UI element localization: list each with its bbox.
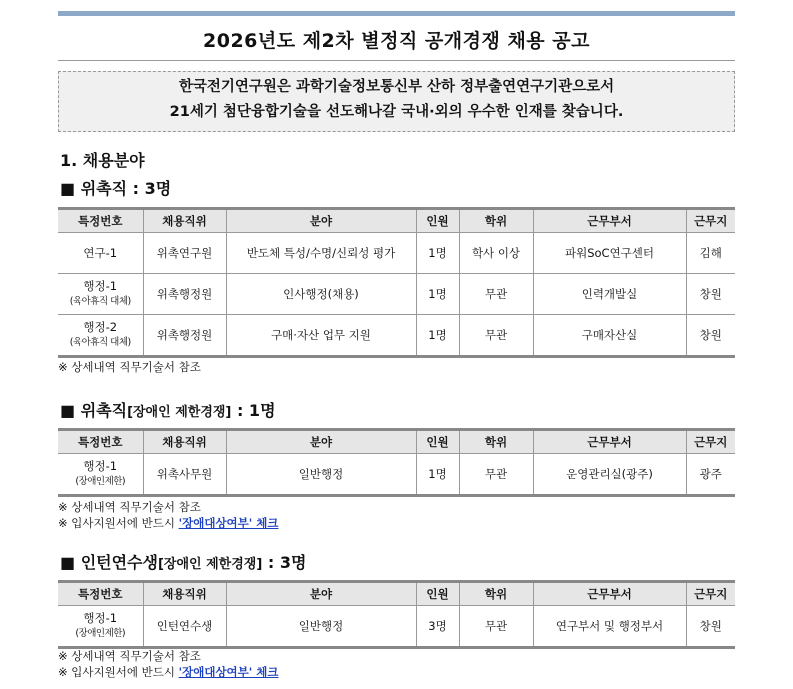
column-header: 특정번호	[58, 430, 143, 454]
intro-box	[58, 71, 735, 132]
cell-code	[58, 454, 143, 496]
cell-dept: 구매자산실	[533, 315, 686, 357]
code-text: 행정-1	[83, 459, 118, 473]
column-header: 근무지	[686, 430, 735, 454]
note	[58, 664, 279, 680]
code-note: (장애인제한)	[75, 628, 126, 639]
column-header: 인원	[416, 209, 459, 233]
group-heading-count: : 3명	[262, 553, 307, 572]
column-header: 채용직위	[143, 430, 226, 454]
table-row	[58, 454, 735, 496]
disability-check-link[interactable]: '장애대상여부' 체크	[178, 516, 279, 530]
intro-line: 21세기 첨단융합기술을 선도해나갈 국내·외의 우수한 인재를 찾습니다.	[169, 104, 624, 120]
cell-code	[58, 274, 143, 315]
table-row	[58, 606, 735, 648]
cell-count: 1명	[416, 315, 459, 357]
table-header	[58, 582, 735, 606]
column-header: 인원	[416, 582, 459, 606]
top-accent-bar	[58, 11, 735, 16]
cell-position: 인턴연수생	[143, 606, 226, 648]
section-heading: 1. 채용분야	[60, 151, 145, 170]
cell-position: 위촉행정원	[143, 315, 226, 357]
cell-degree: 무관	[459, 274, 533, 315]
disability-check-link[interactable]: '장애대상여부' 체크	[178, 665, 279, 679]
cell-count: 1명	[416, 274, 459, 315]
column-header: 분야	[226, 430, 416, 454]
note-text: ※ 상세내역 직무기술서 참조	[58, 649, 201, 663]
cell-code	[58, 606, 143, 648]
cell-dept: 인력개발실	[533, 274, 686, 315]
code-note: (장애인제한)	[75, 476, 126, 487]
page-title: 2026년도 제2차 별정직 공개경쟁 채용 공고	[203, 30, 590, 52]
code-note: (육아휴직 대체)	[69, 296, 131, 307]
group-heading-main: ■ 위촉직	[60, 401, 128, 420]
cell-count: 1명	[416, 233, 459, 274]
cell-location: 광주	[686, 454, 735, 496]
cell-field: 일반행정	[226, 454, 416, 496]
column-header: 특정번호	[58, 582, 143, 606]
group-heading-main: ■ 인턴연수생	[60, 553, 158, 572]
table-row	[58, 274, 735, 315]
group-heading: ■ 위촉직 : 3명	[60, 179, 172, 198]
code-note: (육아휴직 대체)	[69, 337, 131, 348]
cell-field: 일반행정	[226, 606, 416, 648]
group-heading	[60, 550, 306, 573]
column-header: 채용직위	[143, 582, 226, 606]
column-header: 인원	[416, 430, 459, 454]
cell-field: 인사행정(채용)	[226, 274, 416, 315]
cell-position: 위촉연구원	[143, 233, 226, 274]
column-header: 채용직위	[143, 209, 226, 233]
column-header: 분야	[226, 209, 416, 233]
group-heading-count: : 1명	[231, 401, 276, 420]
cell-field: 구매·자산 업무 지원	[226, 315, 416, 357]
column-header: 근무부서	[533, 582, 686, 606]
table-header	[58, 209, 735, 233]
note-text: ※ 상세내역 직무기술서 참조	[58, 360, 201, 374]
column-header: 근무지	[686, 582, 735, 606]
cell-count: 3명	[416, 606, 459, 648]
table-row	[58, 233, 735, 274]
group-heading	[60, 398, 276, 421]
note	[58, 359, 201, 375]
note-text: ※ 입사지원서에 반드시	[58, 665, 179, 679]
cell-field: 반도체 특성/수명/신뢰성 평가	[226, 233, 416, 274]
column-header: 학위	[459, 582, 533, 606]
table-header	[58, 430, 735, 454]
cell-position: 위촉행정원	[143, 274, 226, 315]
column-header: 학위	[459, 430, 533, 454]
code-text: 행정-1	[83, 611, 118, 625]
column-header: 근무부서	[533, 430, 686, 454]
column-header: 특정번호	[58, 209, 143, 233]
cell-location: 김해	[686, 233, 735, 274]
cell-dept: 파워SoC연구센터	[533, 233, 686, 274]
table-row	[58, 315, 735, 357]
cell-count: 1명	[416, 454, 459, 496]
group-heading-sub: [장애인 제한경쟁]	[127, 405, 232, 420]
cell-degree: 무관	[459, 606, 533, 648]
column-header: 근무부서	[533, 209, 686, 233]
code-text: 연구-1	[83, 245, 118, 260]
note	[58, 515, 279, 531]
note-text: ※ 입사지원서에 반드시	[58, 516, 179, 530]
cell-degree: 무관	[459, 315, 533, 357]
column-header: 근무지	[686, 209, 735, 233]
recruitment-table	[58, 580, 735, 649]
note	[58, 499, 201, 515]
cell-location: 창원	[686, 606, 735, 648]
column-header: 학위	[459, 209, 533, 233]
recruitment-table	[58, 207, 735, 358]
cell-dept: 운영관리실(광주)	[533, 454, 686, 496]
cell-code	[58, 233, 143, 274]
recruitment-table	[58, 428, 735, 497]
note-text: ※ 상세내역 직무기술서 참조	[58, 500, 201, 514]
intro-line: 한국전기연구원은 과학기술정보통신부 산하 정부출연연구기관으로서	[178, 79, 615, 95]
cell-position: 위촉사무원	[143, 454, 226, 496]
cell-degree: 무관	[459, 454, 533, 496]
cell-location: 창원	[686, 274, 735, 315]
column-header: 분야	[226, 582, 416, 606]
code-text: 행정-2	[83, 320, 118, 334]
group-heading-sub: [장애인 제한경쟁]	[157, 557, 263, 572]
cell-dept: 연구부서 및 행정부서	[533, 606, 686, 648]
cell-code	[58, 315, 143, 357]
cell-degree: 학사 이상	[459, 233, 533, 274]
code-text: 행정-1	[83, 279, 118, 293]
cell-location: 창원	[686, 315, 735, 357]
title-divider	[58, 60, 735, 61]
note	[58, 648, 201, 664]
